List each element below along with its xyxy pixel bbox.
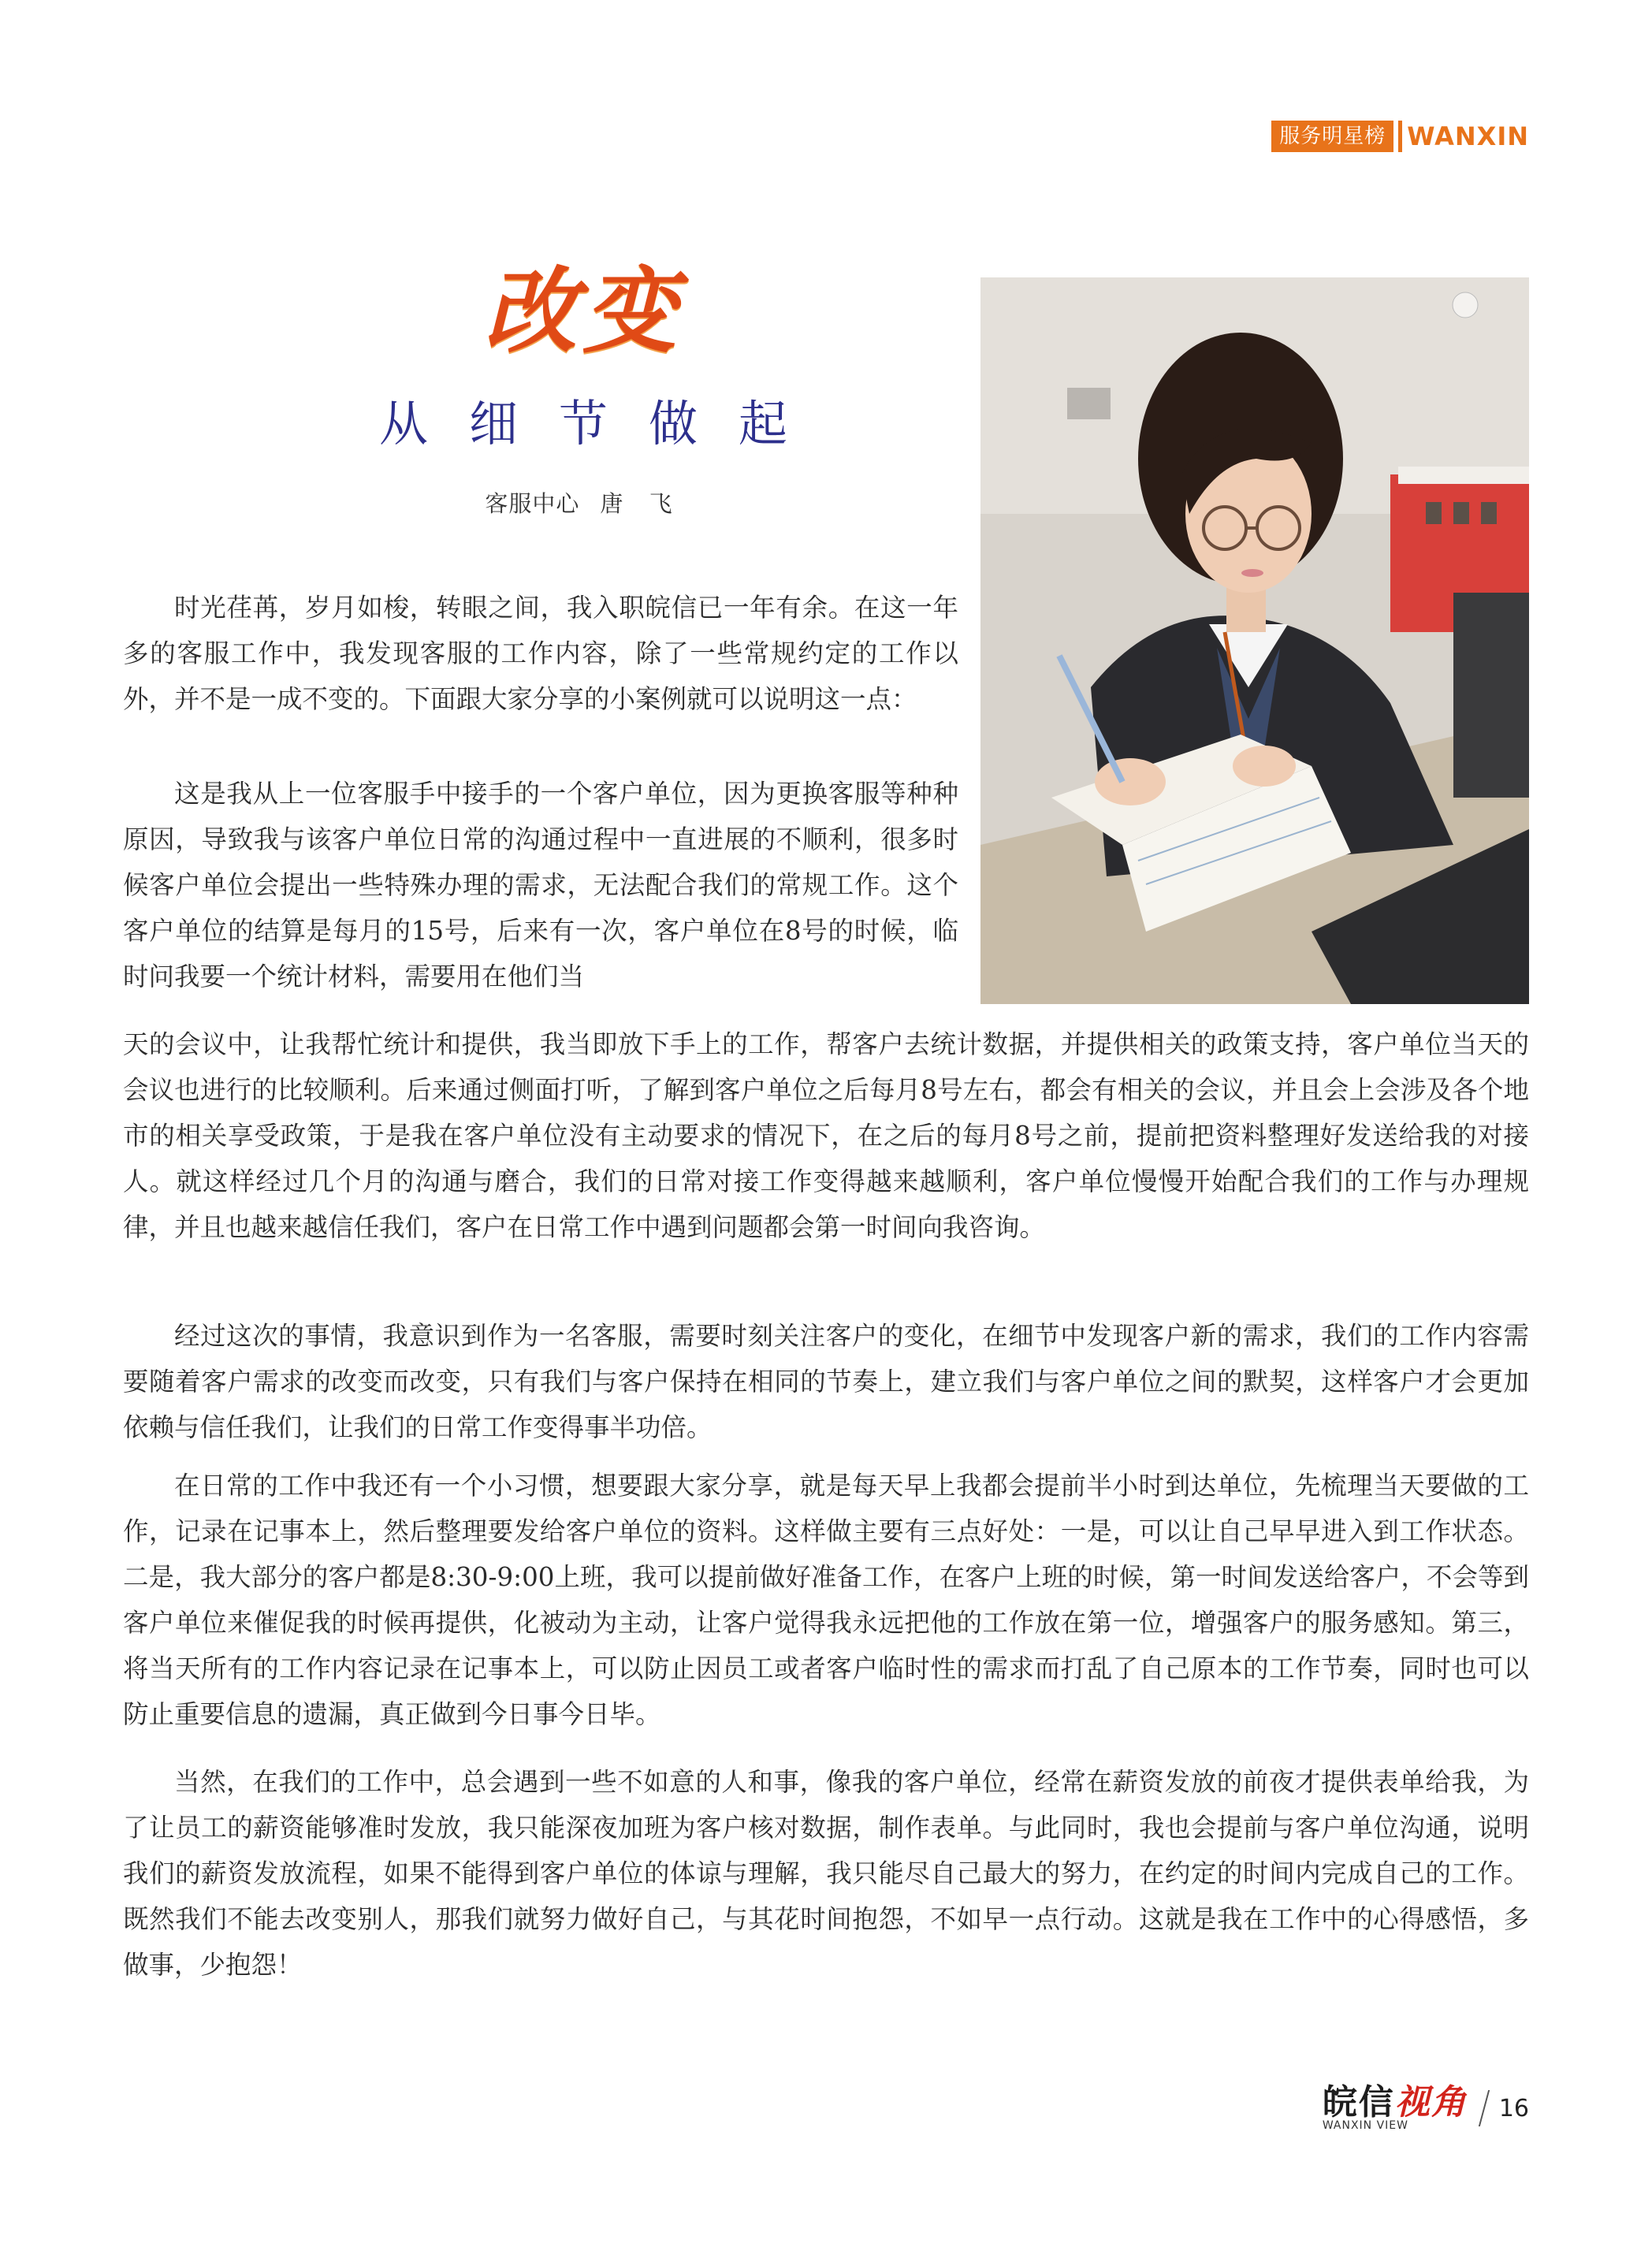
article-title: 改变 bbox=[483, 256, 683, 366]
magazine-english-name: WANXIN VIEW bbox=[1322, 2119, 1408, 2132]
author-department: 客服中心 bbox=[485, 490, 580, 517]
paragraph-3: 经过这次的事情，我意识到作为一名客服，需要时刻关注客户的变化，在细节中发现客户新的需求，我们的工作内容需要随着客户需求的改变而改变，只有我们与客户保持在相同的节奏上，建立我们与客户单位之间的默契，这样客户才会更加依赖与信任我们，让我们的日常工作变得事半功倍。 bbox=[123, 1321, 1529, 1442]
paragraph-2-continued: 天的会议中，让我帮忙统计和提供，我当即放下手上的工作，帮客户去统计数据，并提供相关的政策支持，客户单位当天的会议也进行的比较顺利。后来通过侧面打听，了解到客户单位之后每月8号左右，都会有相关的会议，并且会上会涉及各个地市的相关享受政策，于是我在客户单位没有主动要求的情况下，在之后的每月8号之前，提前把资料整理好发送给我的对接人。就这样经过几个月的沟通与磨合，我们的日常对接工作变得越来越顺利，客户单位慢慢开始配合我们的工作与办理规律，并且也越来越信任我们，客户在日常工作中遇到问题都会第一时间向我咨询。 bbox=[123, 1029, 1529, 1242]
magazine-title-accent: 视角 bbox=[1394, 2082, 1468, 2122]
photo-illustration bbox=[980, 277, 1529, 1004]
page-number: 16 bbox=[1498, 2094, 1529, 2122]
section-label: 服务明星榜 bbox=[1271, 121, 1393, 152]
article-photo bbox=[980, 277, 1529, 1004]
magazine-title-plain: 皖信 bbox=[1322, 2082, 1395, 2122]
article-author bbox=[300, 486, 867, 519]
paragraph-2: 这是我从上一位客服手中接手的一个客户单位，因为更换客服等种种原因，导致我与该客户单位日常的沟通过程中一直进展的不顺利，很多时候客户单位会提出一些特殊办理的需求，无法配合我们的常规工作。这个客户单位的结算是每月的15号，后来有一次，客户单位在8号的时候，临时问我要一个统计材料，需要用在他们当 bbox=[123, 779, 958, 991]
article-subtitle: 从细节做起 bbox=[378, 395, 828, 452]
paragraph-4: 在日常的工作中我还有一个小习惯，想要跟大家分享，就是每天早上我都会提前半小时到达单位，先梳理当天要做的工作，记录在记事本上，然后整理要发给客户单位的资料。这样做主要有三点好处：一是，可以让自己早早进入到工作状态。二是，我大部分的客户都是8:30-9:00上班，我可以提前做好准备工作，在客户上班的时候，第一时间发送给客户，不会等到客户单位来催促我的时候再提供，化被动为主动，让客户觉得我永远把他的工作放在第一位，增强客户的服务感知。第三，将当天所有的工作内容记录在记事本上，可以防止因员工或者客户临时性的需求而打乱了自己原本的工作节奏，同时也可以防止重要信息的遗漏，真正做到今日事今日毕。 bbox=[123, 1471, 1529, 1729]
author-name: 唐 飞 bbox=[600, 490, 682, 517]
header-divider bbox=[1398, 121, 1402, 152]
paragraph-5: 当然，在我们的工作中，总会遇到一些不如意的人和事，像我的客户单位，经常在薪资发放的前夜才提供表单给我，为了让员工的薪资能够准时发放，我只能深夜加班为客户核对数据，制作表单。与此同时，我也会提前与客户单位沟通，说明我们的薪资发放流程，如果不能得到客户单位的体谅与理解，我只能尽自己最大的努力，在约定的时间内完成自己的工作。既然我们不能去改变别人，那我们就努力做好自己，与其花时间抱怨，不如早一点行动。这就是我在工作中的心得感悟，多做事，少抱怨！ bbox=[123, 1767, 1529, 1980]
brand-label: WANXIN bbox=[1407, 121, 1529, 151]
magazine-title bbox=[1322, 2082, 1468, 2122]
paragraph-1: 时光荏苒，岁月如梭，转眼之间，我入职皖信已一年有余。在这一年多的客服工作中，我发现客服的工作内容，除了一些常规约定的工作以外，并不是一成不变的。下面跟大家分享的小案例就可以说明这一点： bbox=[123, 593, 958, 714]
footer-divider bbox=[1479, 2090, 1490, 2126]
page-footer bbox=[1323, 2081, 1529, 2136]
magazine-logo bbox=[1322, 2082, 1468, 2132]
section-header-tag bbox=[1271, 118, 1529, 154]
